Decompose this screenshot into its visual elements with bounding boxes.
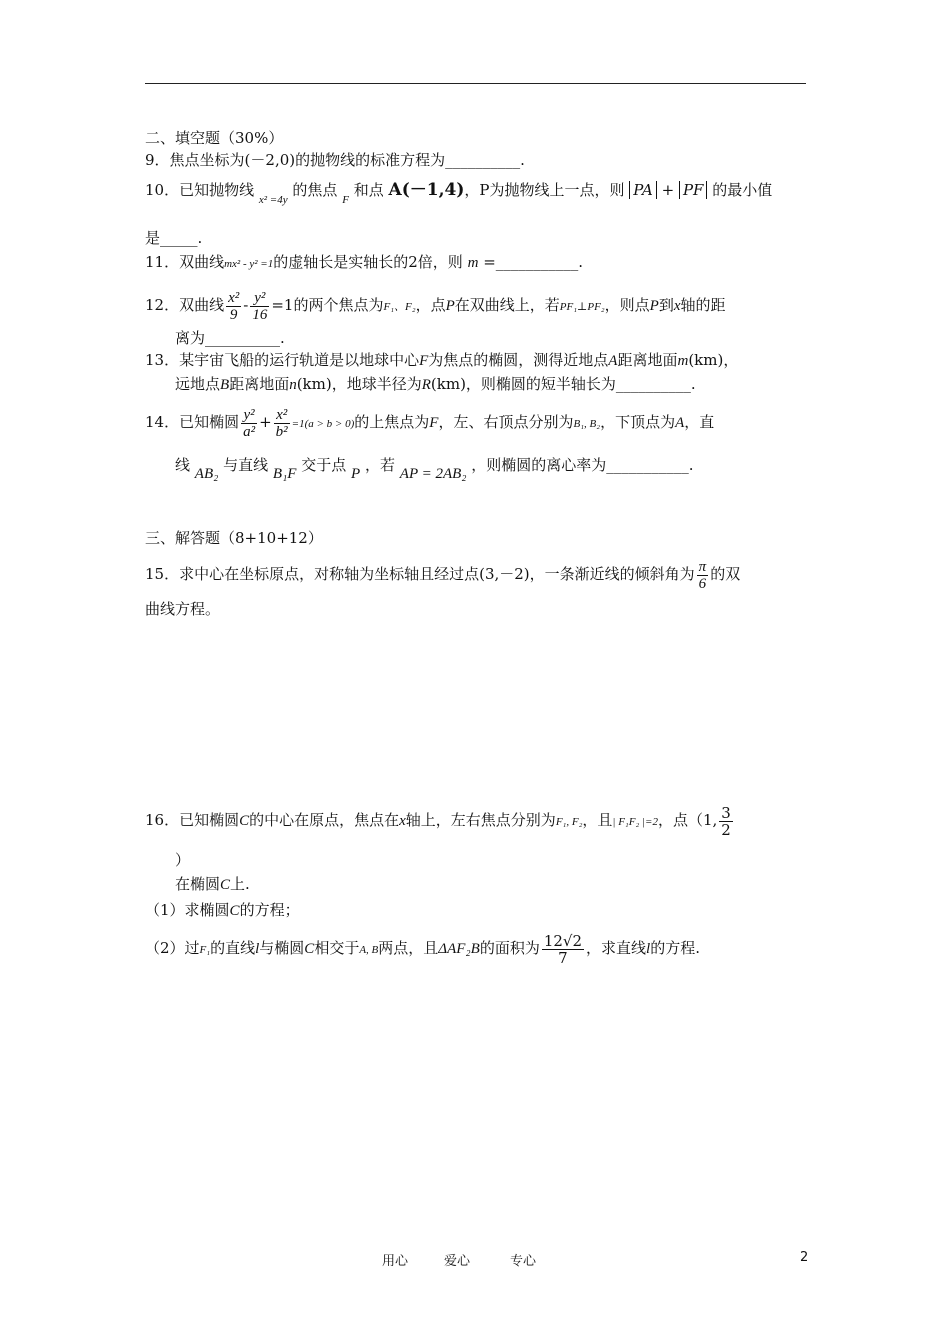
q15-point: (3,－2): [479, 565, 530, 583]
footer-motto-3: 专心: [510, 1254, 537, 1269]
footer-motto-1: 用心: [382, 1254, 409, 1269]
question-11: 11．双曲线mx² - y² =1的虚轴长是实轴长的2倍，则 m =___________.: [145, 253, 584, 271]
question-14: 14．已知椭圆 $\frac{\text{y²}}{\text{a²}}$ + $\frac{\text{x²}}{\text{b²}}$ =1(a > b > 0)的上焦点为F，左、右顶点分别为B₁, B₂，下顶点为A，直: [145, 406, 715, 440]
section-2-title: 二、填空题（30%）: [145, 129, 284, 147]
question-9: 9．焦点坐标为(－2,0)的抛物线的标准方程为__________.: [145, 151, 525, 169]
question-16-part-1: （1）求椭圆C的方程；: [145, 901, 300, 919]
question-15: 15．求中心在坐标原点，对称轴为坐标轴且经过点(3,－2)，一条渐近线的倾斜角为 $\frac{\pi}{6}$ 的双: [145, 558, 741, 592]
question-12-cont: 离为__________.: [175, 329, 285, 347]
q11-equation: mx² - y² =1: [224, 258, 274, 270]
question-16: 16．已知椭圆C的中心在原点，焦点在x轴上，左右焦点分别为F₁, F₂，且| F₁F₂ |=2，点（1, $\frac{3}{2}$: [145, 803, 731, 839]
question-12: 12．双曲线 $\frac{\text{x²}}{9}$ - $\frac{\text{y²}}{16}$ =1的两个焦点为F₁、F₂，点P在双曲线上，若PF₁⊥PF₂，则点P到x轴的距: [145, 289, 726, 323]
question-15-cont: 曲线方程。: [145, 600, 221, 618]
footer-motto-2: 爱心: [444, 1254, 471, 1269]
question-10: 10．已知抛物线 $_{x^2 =4y}$ 的焦点 $_F$ 和点 A(－1,4)，P为抛物线上一点，则 PA + PF 的最小值: [145, 180, 773, 206]
header-rule: [145, 83, 806, 84]
q10-point: A(－1,4): [388, 180, 465, 200]
question-16-close: ）: [175, 851, 191, 869]
question-16-cont: 在椭圆C上.: [175, 875, 250, 893]
q10-equation: x² =4y: [258, 194, 288, 206]
section-3-title: 三、解答题（8+10+12）: [145, 529, 323, 547]
question-14-cont: 线 AB₂ 与直线 B₁F 交于点 P ，若 AP = 2AB₂ ，则椭圆的离心率为___________.: [175, 456, 694, 482]
question-16-part-2: （2）过F₁的直线l与椭圆C相交于A, B两点，且ΔAF₂B的面积为 $\frac{12√2}{7}$ ，求直线l的方程.: [145, 931, 700, 967]
question-13-cont: 远地点B距离地面n(km)，地球半径为R(km)，则椭圆的短半轴长为__________.: [175, 375, 696, 393]
q9-point: (－2,0): [244, 151, 296, 169]
question-13: 13．某宇宙飞船的运行轨道是以地球中心F为焦点的椭圆，测得近地点A距离地面m(km)，: [145, 351, 739, 369]
page-number: 2: [800, 1250, 809, 1265]
question-10-cont: 是_____.: [145, 229, 203, 247]
